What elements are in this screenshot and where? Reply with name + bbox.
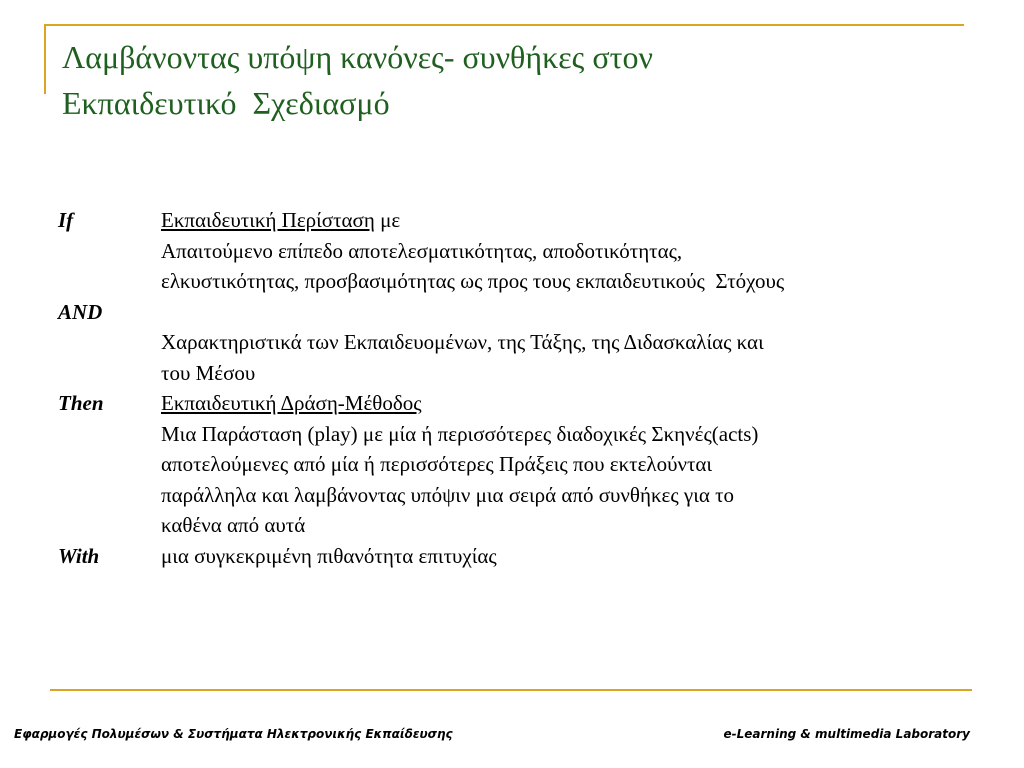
- then-line-3: παράλληλα και λαμβάνοντας υπόψιν μια σειρά από συνθήκες για το: [161, 482, 735, 507]
- if-body: [161, 205, 978, 297]
- with-keyword: With: [58, 543, 100, 568]
- then-row: [58, 388, 978, 541]
- then-line-1: Μια Παράσταση (play) με μία ή περισσότερες διαδοχικές Σκηνές(acts): [161, 421, 759, 446]
- then-line-4: καθένα από αυτά: [161, 513, 306, 537]
- if-heading: Εκπαιδευτική Περίσταση: [161, 208, 375, 232]
- if-row: [58, 205, 978, 297]
- slide-title-line-2: Εκπαιδευτικό Σχεδιασμό: [62, 85, 390, 121]
- with-row: [58, 541, 978, 572]
- if-keyword: If: [58, 208, 74, 232]
- then-body: [161, 388, 978, 541]
- and-body: [161, 327, 978, 388]
- if-line-1: Απαιτούμενο επίπεδο αποτελεσματικότητας, αποδοτικότητας,: [161, 238, 683, 263]
- with-line: μια συγκεκριμένη πιθανότητα επιτυχίας: [161, 543, 497, 568]
- left-accent-bar: [44, 24, 46, 94]
- slide-title: [62, 34, 962, 126]
- slide-title-line-1: Λαμβάνοντας υπόψη κανόνες- συνθήκες στον: [62, 39, 653, 75]
- bottom-divider: [50, 689, 972, 691]
- with-body: [161, 541, 978, 572]
- footer-course-title: Εφαρμογές Πολυμέσων & Συστήματα Ηλεκτρονικής Εκπαίδευσης: [14, 727, 453, 741]
- rule-block: [58, 205, 978, 571]
- and-keyword: AND: [58, 299, 103, 324]
- and-row: [58, 327, 978, 388]
- and-line-2: του Μέσου: [161, 360, 256, 385]
- if-heading-suffix: με: [374, 208, 401, 232]
- and-line-1: Χαρακτηριστικά των Εκπαιδευομένων, της Τάξης, της Διδασκαλίας και: [161, 330, 764, 354]
- then-heading: Εκπαιδευτική Δράση-Μέθοδος: [161, 391, 422, 415]
- then-line-2: αποτελούμενες από μία ή περισσότερες Πράξεις που εκτελούνται: [161, 452, 713, 476]
- if-line-2: ελκυστικότητας, προσβασιμότητας ως προς τους εκπαιδευτικούς Στόχους: [161, 269, 785, 293]
- top-divider: [44, 24, 964, 26]
- and-keyword-row: [58, 297, 978, 328]
- footer-lab-name: e-Learning & multimedia Laboratory: [723, 727, 970, 741]
- then-keyword: Then: [58, 391, 104, 415]
- if-heading-line: [161, 205, 978, 236]
